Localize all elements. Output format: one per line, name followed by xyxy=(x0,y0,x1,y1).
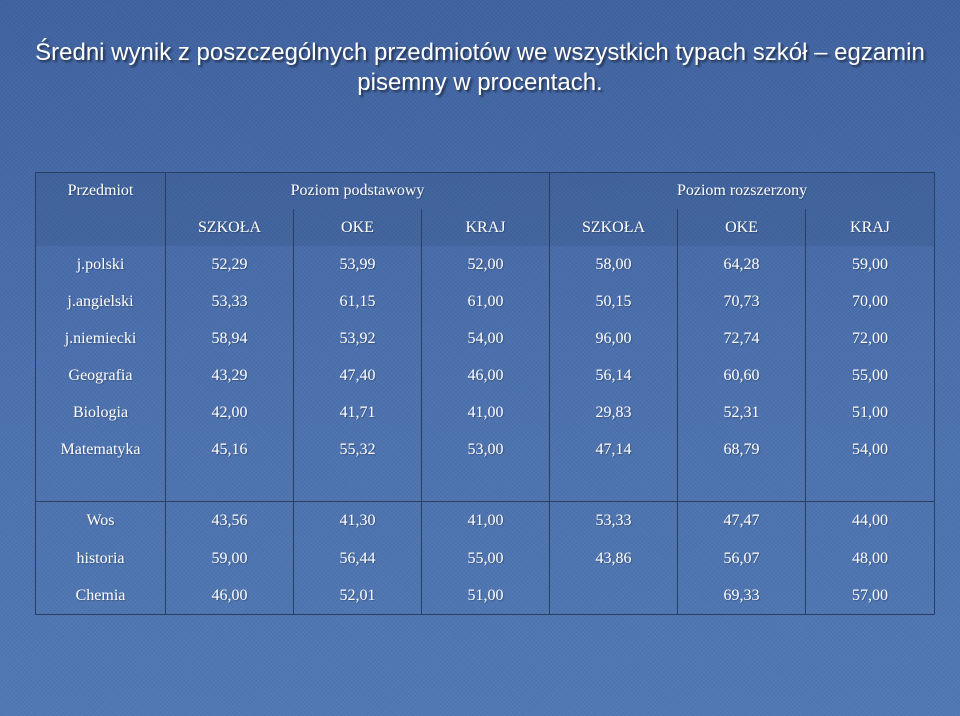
value-cell: 69,33 xyxy=(678,577,806,615)
value-cell: 56,44 xyxy=(294,540,422,577)
value-cell: 96,00 xyxy=(550,320,678,357)
subject-cell: Geografia xyxy=(36,357,166,394)
header-subject: Przedmiot xyxy=(36,173,166,247)
value-cell: 52,00 xyxy=(422,246,550,283)
value-cell: 47,14 xyxy=(550,431,678,502)
subheader-cell: OKE xyxy=(678,209,806,246)
value-cell: 41,00 xyxy=(422,502,550,541)
slide-title-line-1: Średni wynik z poszczególnych przedmiotów we wszystkich typach szkół – egzamin xyxy=(35,39,925,66)
value-cell: 42,00 xyxy=(166,394,294,431)
value-cell: 52,01 xyxy=(294,577,422,615)
slide-title-line-2: pisemny w procentach. xyxy=(357,69,603,96)
subheader-cell: KRAJ xyxy=(422,209,550,246)
value-cell: 54,00 xyxy=(422,320,550,357)
value-cell: 47,40 xyxy=(294,357,422,394)
value-cell: 55,00 xyxy=(806,357,935,394)
value-cell: 43,56 xyxy=(166,502,294,541)
value-cell: 72,74 xyxy=(678,320,806,357)
table-row xyxy=(36,431,935,502)
value-cell: 55,32 xyxy=(294,431,422,502)
value-cell: 59,00 xyxy=(166,540,294,577)
header-group-basic: Poziom podstawowy xyxy=(166,173,550,210)
table-row xyxy=(36,540,935,577)
subheader-cell: OKE xyxy=(294,209,422,246)
table-row xyxy=(36,283,935,320)
value-cell: 53,99 xyxy=(294,246,422,283)
slide-title xyxy=(20,38,940,98)
value-cell: 61,15 xyxy=(294,283,422,320)
value-cell: 47,47 xyxy=(678,502,806,541)
subject-cell: j.angielski xyxy=(36,283,166,320)
value-cell: 61,00 xyxy=(422,283,550,320)
value-cell: 56,14 xyxy=(550,357,678,394)
value-cell: 58,94 xyxy=(166,320,294,357)
value-cell: 50,15 xyxy=(550,283,678,320)
value-cell: 53,33 xyxy=(166,283,294,320)
subject-cell: Matematyka xyxy=(36,431,166,502)
value-cell: 43,29 xyxy=(166,357,294,394)
value-cell: 45,16 xyxy=(166,431,294,502)
value-cell: 70,73 xyxy=(678,283,806,320)
value-cell: 52,31 xyxy=(678,394,806,431)
subheader-cell: KRAJ xyxy=(806,209,935,246)
value-cell: 60,60 xyxy=(678,357,806,394)
value-cell: 41,71 xyxy=(294,394,422,431)
value-cell: 57,00 xyxy=(806,577,935,615)
value-cell: 59,00 xyxy=(806,246,935,283)
subheader-cell: SZKOŁA xyxy=(550,209,678,246)
table-row xyxy=(36,246,935,283)
header-row-groups xyxy=(36,173,935,210)
value-cell: 55,00 xyxy=(422,540,550,577)
value-cell: 53,92 xyxy=(294,320,422,357)
value-cell: 51,00 xyxy=(806,394,935,431)
value-cell: 44,00 xyxy=(806,502,935,541)
value-cell xyxy=(550,577,678,615)
table-row xyxy=(36,320,935,357)
value-cell: 64,28 xyxy=(678,246,806,283)
header-row-levels xyxy=(36,209,935,246)
value-cell: 56,07 xyxy=(678,540,806,577)
table-row xyxy=(36,502,935,541)
value-cell: 58,00 xyxy=(550,246,678,283)
subject-cell: j.niemiecki xyxy=(36,320,166,357)
value-cell: 48,00 xyxy=(806,540,935,577)
value-cell: 46,00 xyxy=(422,357,550,394)
value-cell: 51,00 xyxy=(422,577,550,615)
value-cell: 52,29 xyxy=(166,246,294,283)
value-cell: 43,86 xyxy=(550,540,678,577)
subject-cell: Wos xyxy=(36,502,166,541)
subject-cell: historia xyxy=(36,540,166,577)
value-cell: 46,00 xyxy=(166,577,294,615)
value-cell: 72,00 xyxy=(806,320,935,357)
subject-cell: Chemia xyxy=(36,577,166,615)
table-row xyxy=(36,357,935,394)
value-cell: 41,30 xyxy=(294,502,422,541)
subject-cell: j.polski xyxy=(36,246,166,283)
value-cell: 29,83 xyxy=(550,394,678,431)
results-table xyxy=(35,172,935,615)
table-row xyxy=(36,577,935,615)
subject-cell: Biologia xyxy=(36,394,166,431)
value-cell: 53,33 xyxy=(550,502,678,541)
header-group-extended: Poziom rozszerzony xyxy=(550,173,935,210)
value-cell: 68,79 xyxy=(678,431,806,502)
table-row xyxy=(36,394,935,431)
value-cell: 41,00 xyxy=(422,394,550,431)
value-cell: 53,00 xyxy=(422,431,550,502)
subheader-cell: SZKOŁA xyxy=(166,209,294,246)
value-cell: 70,00 xyxy=(806,283,935,320)
value-cell: 54,00 xyxy=(806,431,935,502)
